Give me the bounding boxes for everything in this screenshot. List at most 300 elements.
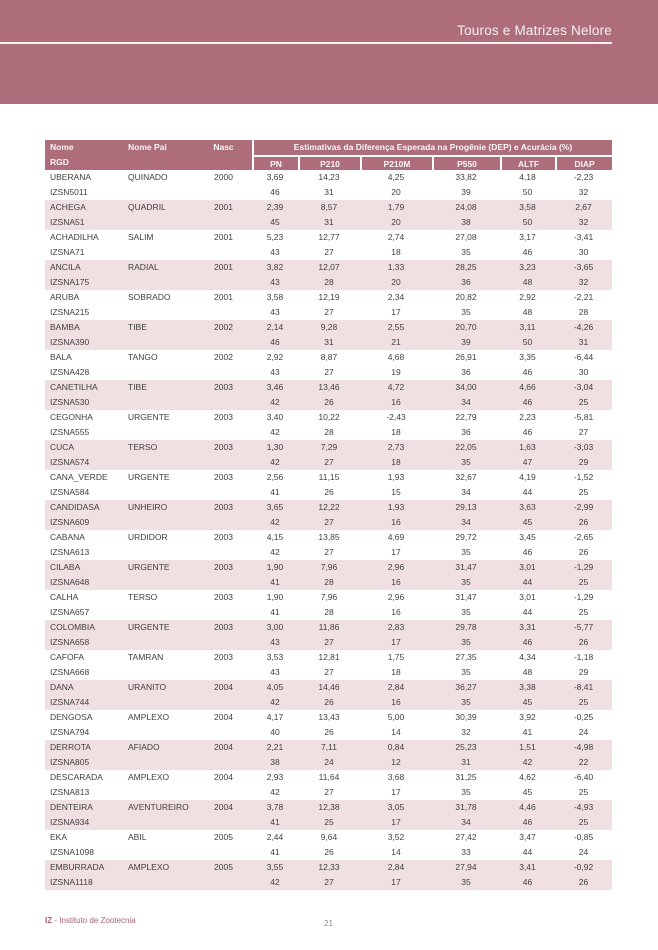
animal-line [45,860,612,875]
acc-value: 19 [391,367,401,377]
animal-name: CANETILHA [50,382,98,392]
table-row [45,530,612,560]
dep-value: 2,34 [387,292,405,302]
sire-name: RADIAL [128,262,159,272]
acc-value: 17 [391,877,401,887]
column-header-p210: P210 [298,155,360,170]
table-row [45,590,612,620]
acc-value: 46 [270,337,280,347]
table-row [45,710,612,740]
accuracy-line [45,275,612,290]
animal-name: BAMBA [50,322,80,332]
animal-line [45,680,612,695]
birth-year: 2002 [214,322,233,332]
animal-name: ARUBA [50,292,80,302]
table-header-row-2 [45,155,612,170]
sire-name: SOBRADO [128,292,171,302]
dep-value: -2,99 [573,502,594,512]
dep-group-header: Estimativas da Diferença Esperada na Progênie (DEP) e Acurácia (%) [252,140,612,155]
accuracy-line [45,515,612,530]
dep-value: -1,18 [573,652,594,662]
acc-value: 25 [578,817,589,827]
dep-value: 1,90 [266,592,284,602]
dep-value: 3,38 [519,682,536,692]
sire-name: TANGO [128,352,158,362]
dep-value: 11,86 [318,622,340,632]
acc-value: 29 [578,457,589,467]
dep-value: 27,42 [455,832,477,842]
animal-name: COLOMBIA [50,622,95,632]
acc-value: 45 [522,787,533,797]
empty-cell [195,335,252,350]
dep-value: 2,84 [387,862,405,872]
acc-value: 27 [324,307,334,317]
acc-value: 41 [270,577,280,587]
dep-value: 32,67 [455,472,477,482]
dep-value: 2,92 [266,352,284,362]
birth-year: 2004 [214,772,233,782]
acc-value: 21 [391,337,401,347]
acc-value: 24 [578,847,589,857]
rgd-code: IZSNA428 [50,367,90,377]
table-row [45,320,612,350]
sire-name: TIBE [128,382,147,392]
acc-value: 25 [324,817,334,827]
dep-value: 8,57 [320,202,338,212]
animal-name: CEGONHA [50,412,93,422]
sire-name: QUINADO [128,172,168,182]
acc-value: 26 [324,487,334,497]
empty-cell [195,665,252,680]
table-row [45,770,612,800]
dep-value: 4,66 [519,382,536,392]
sire-name: AMPLEXO [128,712,170,722]
animal-line [45,320,612,335]
accuracy-line [45,785,612,800]
acc-value: 25 [578,487,589,497]
header-rule [0,42,612,44]
acc-value: 28 [324,427,334,437]
animal-line [45,470,612,485]
table-row [45,800,612,830]
animal-line [45,500,612,515]
acc-value: 20 [391,217,401,227]
acc-value: 28 [578,307,589,317]
acc-value: 20 [391,187,401,197]
dep-value: 7,96 [320,592,338,602]
acc-value: 48 [522,667,533,677]
acc-value: 16 [391,397,401,407]
dep-value: -2,21 [573,292,594,302]
acc-value: 46 [522,427,533,437]
sire-name: URGENTE [128,562,170,572]
acc-value: 42 [270,517,280,527]
acc-value: 34 [461,817,471,827]
dep-value: 2,96 [387,562,405,572]
sire-name: URGENTE [128,472,170,482]
dep-value: 4,68 [387,352,405,362]
empty-cell [195,725,252,740]
sire-name: QUADRIL [128,202,166,212]
acc-value: 16 [391,697,401,707]
acc-value: 47 [522,457,533,467]
birth-year: 2001 [214,292,233,302]
birth-year: 2004 [214,802,233,812]
birth-year: 2004 [214,712,233,722]
dep-value: 1,93 [387,502,405,512]
acc-value: 50 [522,337,533,347]
dep-value: 3,35 [519,352,536,362]
acc-value: 30 [578,367,589,377]
birth-year: 2003 [214,562,233,572]
accuracy-line [45,185,612,200]
dep-value: 7,11 [321,742,337,752]
dep-value: -8,41 [573,682,594,692]
acc-value: 35 [461,547,471,557]
empty-cell [195,845,252,860]
acc-value: 44 [522,847,533,857]
dep-value: 12,19 [318,292,340,302]
dep-value: 27,94 [455,862,477,872]
animal-line [45,710,612,725]
acc-value: 45 [522,697,533,707]
acc-value: 26 [578,877,589,887]
animal-line [45,590,612,605]
footer-brand-name: - Instituto de Zootecnia [52,916,136,925]
animal-line [45,230,612,245]
dep-value: -1,52 [573,472,594,482]
dep-value: -3,65 [573,262,594,272]
dep-value: 3,78 [266,802,284,812]
rgd-code: IZSNA805 [50,757,90,767]
birth-year: 2003 [214,592,233,602]
dep-value: 20,82 [455,292,477,302]
acc-value: 18 [391,457,401,467]
empty-cell [123,605,195,620]
animal-line [45,350,612,365]
dep-value: 1,90 [266,562,284,572]
dep-value: 4,05 [266,682,284,692]
acc-value: 36 [461,277,471,287]
table-row [45,290,612,320]
column-header-p550: P550 [432,155,500,170]
page-number: 21 [324,919,333,928]
dep-value: 12,22 [318,502,340,512]
table-row [45,650,612,680]
accuracy-line [45,365,612,380]
table-row [45,380,612,410]
animal-line [45,440,612,455]
animal-name: CILABA [50,562,81,572]
table-row [45,350,612,380]
acc-value: 39 [461,337,471,347]
acc-value: 42 [270,397,280,407]
dep-value: 1,33 [387,262,405,272]
dep-value: 4,17 [266,712,284,722]
table-row [45,860,612,890]
acc-value: 45 [522,517,533,527]
dep-value: 34,00 [455,382,477,392]
animal-name: EMBURRADA [50,862,105,872]
accuracy-line [45,335,612,350]
empty-cell [195,215,252,230]
accuracy-line [45,845,612,860]
dep-value: 5,23 [266,232,284,242]
acc-value: 42 [270,697,280,707]
empty-cell [195,275,252,290]
acc-value: 14 [391,727,401,737]
dep-value: 4,46 [519,802,536,812]
rgd-code: IZSNA51 [50,217,85,227]
dep-value: 2,21 [266,742,284,752]
dep-value: 2,74 [387,232,405,242]
dep-value: 3,58 [266,292,284,302]
dep-value: 3,05 [387,802,405,812]
acc-value: 34 [461,487,471,497]
dep-value: 13,85 [318,532,340,542]
dep-value: -0,25 [573,712,594,722]
acc-value: 26 [324,397,334,407]
acc-value: 27 [324,457,334,467]
dep-value: 20,70 [455,322,477,332]
acc-value: 16 [391,577,401,587]
animal-name: CANA_VERDE [50,472,108,482]
empty-cell [195,605,252,620]
acc-value: 27 [324,517,334,527]
animal-name: ACHADILHA [50,232,99,242]
acc-value: 50 [522,217,533,227]
dep-value: 2,56 [266,472,284,482]
rgd-code: IZSNA813 [50,787,90,797]
birth-year: 2003 [214,622,233,632]
animal-name: ACHEGA [50,202,86,212]
table-row [45,560,612,590]
empty-cell [123,515,195,530]
acc-value: 43 [270,307,280,317]
animal-name: CAFOFA [50,652,85,662]
rgd-code: IZSN5011 [50,187,88,197]
dep-value: 3,68 [387,772,405,782]
column-header-altf: ALTF [500,155,555,170]
dep-value: 7,29 [320,442,338,452]
empty-cell [123,545,195,560]
acc-value: 24 [578,727,589,737]
dep-value: 3,53 [266,652,284,662]
acc-value: 26 [578,637,589,647]
acc-value: 27 [324,367,334,377]
birth-year: 2003 [214,442,233,452]
dep-value: 2,67 [575,202,592,212]
acc-value: 35 [461,787,471,797]
acc-value: 25 [578,787,589,797]
column-header-rgd: RGD [45,155,252,170]
animal-name: DERROTA [50,742,91,752]
acc-value: 28 [324,277,334,287]
dep-value: 3,55 [266,862,284,872]
acc-value: 34 [461,517,471,527]
dep-value: 31,78 [455,802,477,812]
acc-value: 32 [461,727,471,737]
empty-cell [123,695,195,710]
sire-name: TAMRAN [128,652,164,662]
dep-value: 4,15 [266,532,284,542]
birth-year: 2003 [214,652,233,662]
empty-cell [123,185,195,200]
table-row [45,740,612,770]
sire-name: AMPLEXO [128,772,170,782]
dep-value: 3,31 [519,622,536,632]
dep-value: 2,44 [266,832,284,842]
accuracy-line [45,455,612,470]
dep-table [45,140,612,890]
acc-value: 44 [522,577,533,587]
dep-value: 1,63 [519,442,536,452]
dep-value: 3,17 [519,232,536,242]
dep-value: -4,93 [573,802,594,812]
acc-value: 42 [270,877,280,887]
acc-value: 25 [578,697,589,707]
acc-value: 43 [270,247,280,257]
dep-value: 4,18 [519,172,536,182]
dep-value: -2,43 [386,412,406,422]
sire-name: URANITO [128,682,167,692]
acc-value: 16 [391,607,401,617]
birth-year: 2004 [214,742,233,752]
acc-value: 35 [461,667,471,677]
acc-value: 26 [324,697,334,707]
acc-value: 32 [578,277,589,287]
dep-value: 3,01 [519,592,536,602]
accuracy-line [45,305,612,320]
page-header-band [0,0,658,104]
acc-value: 46 [522,547,533,557]
dep-value: -4,98 [573,742,594,752]
column-header-p210m: P210M [360,155,432,170]
acc-value: 27 [324,787,334,797]
acc-value: 42 [270,427,280,437]
animal-line [45,560,612,575]
rgd-code: IZSNA744 [50,697,90,707]
rgd-code: IZSNA574 [50,457,90,467]
animal-name: DESCARADA [50,772,103,782]
dep-value: 12,33 [318,862,340,872]
column-header-pn: PN [252,155,298,170]
acc-value: 14 [391,847,401,857]
dep-value: 4,69 [387,532,405,542]
animal-name: BALA [50,352,72,362]
animal-line [45,770,612,785]
acc-value: 44 [522,607,533,617]
acc-value: 50 [522,187,533,197]
animal-name: DANA [50,682,74,692]
rgd-code: IZSNA530 [50,397,90,407]
acc-value: 42 [270,547,280,557]
accuracy-line [45,605,612,620]
birth-year: 2005 [214,862,233,872]
dep-value: 2,84 [387,682,405,692]
empty-cell [195,635,252,650]
dep-value: -5,77 [573,622,594,632]
birth-year: 2003 [214,502,233,512]
column-header-diap: DIAP [555,155,612,170]
dep-value: -0,92 [573,862,594,872]
dep-value: 3,69 [266,172,284,182]
accuracy-line [45,485,612,500]
column-header-nasc: Nasc [195,140,252,155]
acc-value: 31 [324,187,334,197]
dep-value: 9,28 [320,322,338,332]
dep-value: 3,63 [519,502,536,512]
dep-value: 25,23 [455,742,477,752]
acc-value: 35 [461,577,471,587]
accuracy-line [45,755,612,770]
acc-value: 18 [391,247,401,257]
acc-value: 31 [324,217,334,227]
acc-value: 42 [522,757,533,767]
dep-value: 0,84 [387,742,405,752]
accuracy-line [45,815,612,830]
accuracy-line [45,875,612,890]
acc-value: 30 [578,247,589,257]
sire-name: TERSO [128,442,158,452]
acc-value: 40 [270,727,280,737]
dep-value: 4,72 [387,382,405,392]
birth-year: 2005 [214,832,233,842]
rgd-code: IZSNA658 [50,637,90,647]
dep-value: 1,79 [387,202,405,212]
acc-value: 16 [391,517,401,527]
dep-value: 22,79 [455,412,477,422]
empty-cell [195,815,252,830]
dep-value: -4,26 [573,322,594,332]
empty-cell [195,365,252,380]
rgd-code: IZSNA215 [50,307,90,317]
acc-value: 26 [578,517,589,527]
sire-name: ABIL [128,832,147,842]
dep-value: 29,72 [455,532,477,542]
dep-value: 1,51 [519,742,536,752]
acc-value: 48 [522,307,533,317]
acc-value: 12 [391,757,401,767]
dep-value: 3,01 [519,562,536,572]
sire-name: SALIM [128,232,154,242]
dep-value: 2,93 [266,772,284,782]
dep-value: 2,96 [387,592,405,602]
acc-value: 28 [324,577,334,587]
dep-value: 3,41 [519,862,536,872]
acc-value: 17 [391,787,401,797]
dep-value: 3,65 [266,502,284,512]
animal-line [45,170,612,185]
column-header-nome-pai: Nome Pai [123,140,195,155]
rgd-code: IZSNA613 [50,547,90,557]
animal-name: UBERANA [50,172,92,182]
birth-year: 2001 [214,262,233,272]
dep-value: 28,25 [455,262,477,272]
acc-value: 36 [461,367,471,377]
sire-name: AFIADO [128,742,160,752]
birth-year: 2003 [214,472,233,482]
birth-year: 2002 [214,352,233,362]
acc-value: 46 [522,817,533,827]
animal-line [45,530,612,545]
sire-name: UNHEIRO [128,502,168,512]
empty-cell [123,575,195,590]
animal-name: CABANA [50,532,85,542]
acc-value: 35 [461,247,471,257]
accuracy-line [45,395,612,410]
dep-value: 33,82 [455,172,477,182]
